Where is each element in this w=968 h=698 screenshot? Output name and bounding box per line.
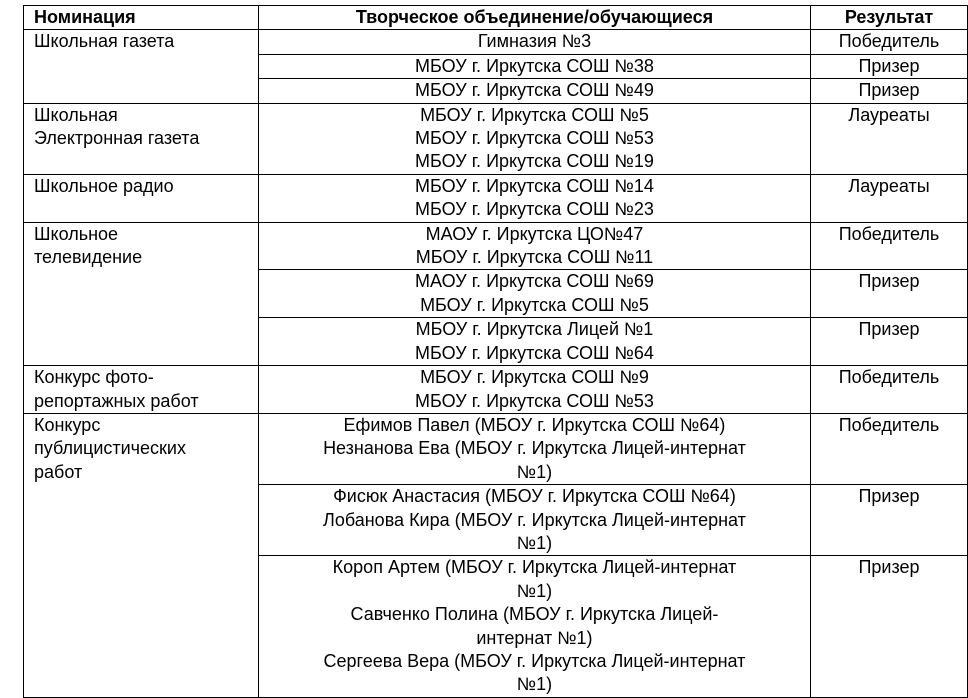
participant-text: Сергеева Вера (МБОУ г. Иркутска Лицей-интернат — [323, 650, 746, 671]
table-row — [24, 103, 968, 174]
result-cell — [811, 174, 968, 222]
participant-text: МБОУ г. Иркутска СОШ №9 — [420, 367, 649, 388]
nomination-text: Конкурс — [34, 414, 101, 435]
header-result: Результат — [811, 6, 968, 30]
header-nomination: Номинация — [24, 6, 259, 30]
participant-text: Гимназия №3 — [477, 31, 592, 52]
result-cell — [811, 30, 968, 54]
nomination-text: Школьное — [34, 223, 119, 244]
participant-text: Короп Артем (МБОУ г. Иркутска Лицей-интернат — [332, 557, 737, 578]
nomination-text: работ — [34, 461, 83, 482]
result-cell — [811, 318, 968, 366]
participant-text: интернат №1) — [476, 627, 593, 648]
results-body — [24, 30, 968, 697]
result-text: Победитель — [838, 223, 940, 244]
participant-text: МБОУ г. Иркутска СОШ №23 — [415, 199, 654, 220]
participant-text: №1) — [516, 532, 553, 553]
result-text: Лауреаты — [848, 104, 930, 125]
result-cell — [811, 103, 968, 174]
result-cell — [811, 485, 968, 556]
result-text: Победитель — [838, 31, 940, 52]
participant-text: МБОУ г. Иркутска СОШ №5 — [420, 294, 649, 315]
participant-text: МАОУ г. Иркутска СОШ №69 — [415, 271, 654, 292]
participant-text: №1) — [516, 461, 553, 482]
participant-text: Савченко Полина (МБОУ г. Иркутска Лицей- — [350, 604, 719, 625]
nomination-cell — [24, 174, 259, 222]
nomination-text: публицистических — [34, 438, 186, 459]
result-text: Победитель — [838, 367, 940, 388]
nomination-cell — [24, 30, 259, 103]
table-row — [24, 30, 968, 54]
result-text: Призер — [858, 319, 920, 340]
result-cell — [811, 54, 968, 78]
result-text: Победитель — [838, 414, 940, 435]
participant-text: МБОУ г. Иркутска СОШ №64 — [415, 342, 654, 363]
team-cell — [258, 174, 810, 222]
result-text: Призер — [858, 271, 920, 292]
participant-text: МБОУ г. Иркутска СОШ №53 — [415, 390, 654, 411]
participant-text: МБОУ г. Иркутска СОШ №14 — [415, 175, 654, 196]
result-cell — [811, 270, 968, 318]
participant-text: МБОУ г. Иркутска СОШ №53 — [415, 128, 654, 149]
header-team: Творческое объединение/обучающиеся — [258, 6, 810, 30]
nomination-cell — [24, 366, 259, 414]
results-table-wrapper — [23, 5, 968, 698]
results-table — [23, 5, 968, 698]
result-text: Призер — [858, 80, 920, 101]
participant-text: МБОУ г. Иркутска СОШ №11 — [415, 247, 654, 268]
participant-text: Лобанова Кира (МБОУ г. Иркутска Лицей-интернат — [323, 509, 746, 530]
participant-text: Ефимов Павел (МБОУ г. Иркутска СОШ №64) — [343, 414, 726, 435]
team-cell — [258, 30, 810, 54]
nomination-cell — [24, 103, 259, 174]
participant-text: МБОУ г. Иркутска Лицей №1 — [415, 319, 654, 340]
nomination-cell — [24, 413, 259, 697]
nomination-text: Электронная газета — [34, 128, 200, 149]
participant-text: Фисюк Анастасия (МБОУ г. Иркутска СОШ №64) — [333, 486, 736, 507]
participant-text: МБОУ г. Иркутска СОШ №49 — [415, 80, 654, 101]
table-row — [24, 366, 968, 414]
result-cell — [811, 79, 968, 103]
team-cell — [258, 366, 810, 414]
participant-text: Незнанова Ева (МБОУ г. Иркутска Лицей-интернат — [323, 438, 746, 459]
team-cell — [258, 485, 810, 556]
nomination-cell — [24, 222, 259, 365]
nomination-text: Школьная газета — [34, 31, 175, 52]
nomination-text: репортажных работ — [34, 390, 199, 411]
participant-text: МБОУ г. Иркутска СОШ №38 — [415, 55, 654, 76]
team-cell — [258, 54, 810, 78]
result-cell — [811, 413, 968, 484]
participant-text: МБОУ г. Иркутска СОШ №5 — [420, 104, 649, 125]
team-cell — [258, 103, 810, 174]
participant-text: №1) — [516, 580, 553, 601]
table-row — [24, 413, 968, 484]
result-cell — [811, 222, 968, 270]
nomination-text: телевидение — [34, 247, 143, 268]
result-cell — [811, 366, 968, 414]
team-cell — [258, 556, 810, 697]
team-cell — [258, 79, 810, 103]
result-text: Призер — [858, 486, 920, 507]
result-text: Призер — [858, 55, 920, 76]
result-cell — [811, 556, 968, 697]
table-row — [24, 222, 968, 270]
nomination-text: Конкурс фото- — [34, 367, 154, 388]
team-cell — [258, 222, 810, 270]
participant-text: МБОУ г. Иркутска СОШ №19 — [415, 151, 654, 172]
team-cell — [258, 270, 810, 318]
team-cell — [258, 318, 810, 366]
participant-text: №1) — [516, 674, 553, 695]
header-row — [24, 6, 968, 30]
result-text: Лауреаты — [848, 175, 930, 196]
team-cell — [258, 413, 810, 484]
table-row — [24, 174, 968, 222]
result-text: Призер — [858, 557, 920, 578]
nomination-text: Школьное радио — [34, 175, 174, 196]
nomination-text: Школьная — [34, 104, 118, 125]
participant-text: МАОУ г. Иркутска ЦО№47 — [425, 223, 644, 244]
